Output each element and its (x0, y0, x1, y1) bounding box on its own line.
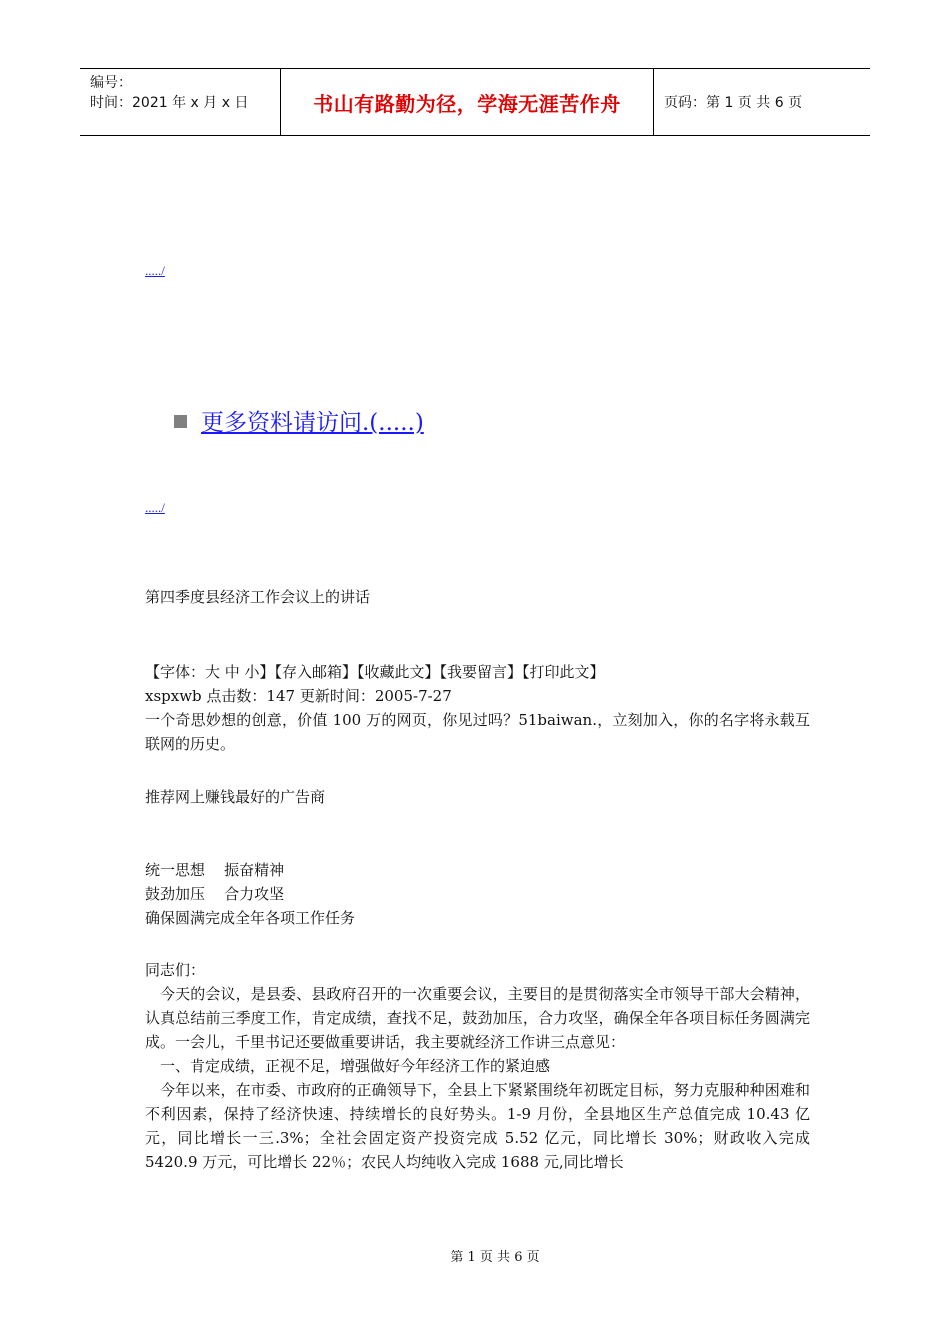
slogan-line-3: 确保圆满完成全年各项工作任务 (145, 909, 356, 927)
page-number-cell (654, 69, 870, 135)
second-link[interactable]: ...../ (145, 500, 165, 515)
article-title-block (145, 585, 810, 609)
ad-recommend-block (145, 785, 810, 809)
square-bullet-icon (174, 415, 187, 428)
motto-cell (281, 69, 654, 135)
header-info-cell (80, 69, 281, 135)
page-label: 页码：第 1 页 共 6 页 (664, 95, 803, 111)
number-label: 编号： (90, 75, 132, 91)
article-toolbar[interactable]: 【字体：大 中 小】【存入邮箱】【收藏此文】【我要留言】【打印此文】 (145, 663, 605, 681)
speech-body (145, 958, 810, 1174)
slogan-line-1: 统一思想 振奋精神 (145, 861, 285, 879)
ad-recommend: 推荐网上赚钱最好的广告商 (145, 788, 326, 806)
slogan-block (145, 858, 810, 930)
page-header (80, 68, 870, 136)
page-footer (0, 1246, 950, 1265)
article-meta-block (145, 660, 810, 756)
time-label: 时间：2021 年 x 月 x 日 (90, 95, 249, 111)
top-link[interactable]: ...../ (145, 263, 165, 278)
motto-text: 书山有路勤为径，学海无涯苦作舟 (313, 91, 621, 116)
salutation: 同志们： (145, 961, 206, 979)
slogan-line-2: 鼓劲加压 合力攻坚 (145, 885, 285, 903)
more-resources-row (174, 404, 424, 437)
article-title: 第四季度县经济工作会议上的讲话 (145, 588, 371, 606)
ad-text: 一个奇思妙想的创意，价值 100 万的网页，你见过吗？51baiwan.，立刻加入，你的名字将永载互联网的历史。 (145, 711, 810, 753)
footer-page-number: 第 1 页 共 6 页 (450, 1250, 540, 1265)
speech-paragraph-2: 今年以来，在市委、市政府的正确领导下，全县上下紧紧围绕年初既定目标，努力克服种种困难和不利因素，保持了经济快速、持续增长的良好势头。1-9 月份，全县地区生产总值完成 10.43 亿元，同比增长一三.3%；全社会固定资产投资完成 5.52 亿元，同比增长 30%；财政收入完成 5420.9 万元，可比增长 22％；农民人均纯收入完成 1688 元,同比增长 (145, 1081, 810, 1171)
section-heading-1: 一、肯定成绩，正视不足，增强做好今年经济工作的紧迫感 (160, 1057, 551, 1075)
speech-paragraph-1: 今天的会议，是县委、县政府召开的一次重要会议，主要目的是贯彻落实全市领导干部大会精神，认真总结前三季度工作，肯定成绩，查找不足，鼓劲加压，合力攻坚，确保全年各项目标任务圆满完成。一会儿，千里书记还要做重要讲话，我主要就经济工作讲三点意见： (145, 985, 810, 1051)
article-meta: xspxwb 点击数：147 更新时间：2005-7-27 (145, 687, 452, 705)
more-resources-link[interactable]: 更多资料请访问.(.....) (201, 410, 424, 436)
